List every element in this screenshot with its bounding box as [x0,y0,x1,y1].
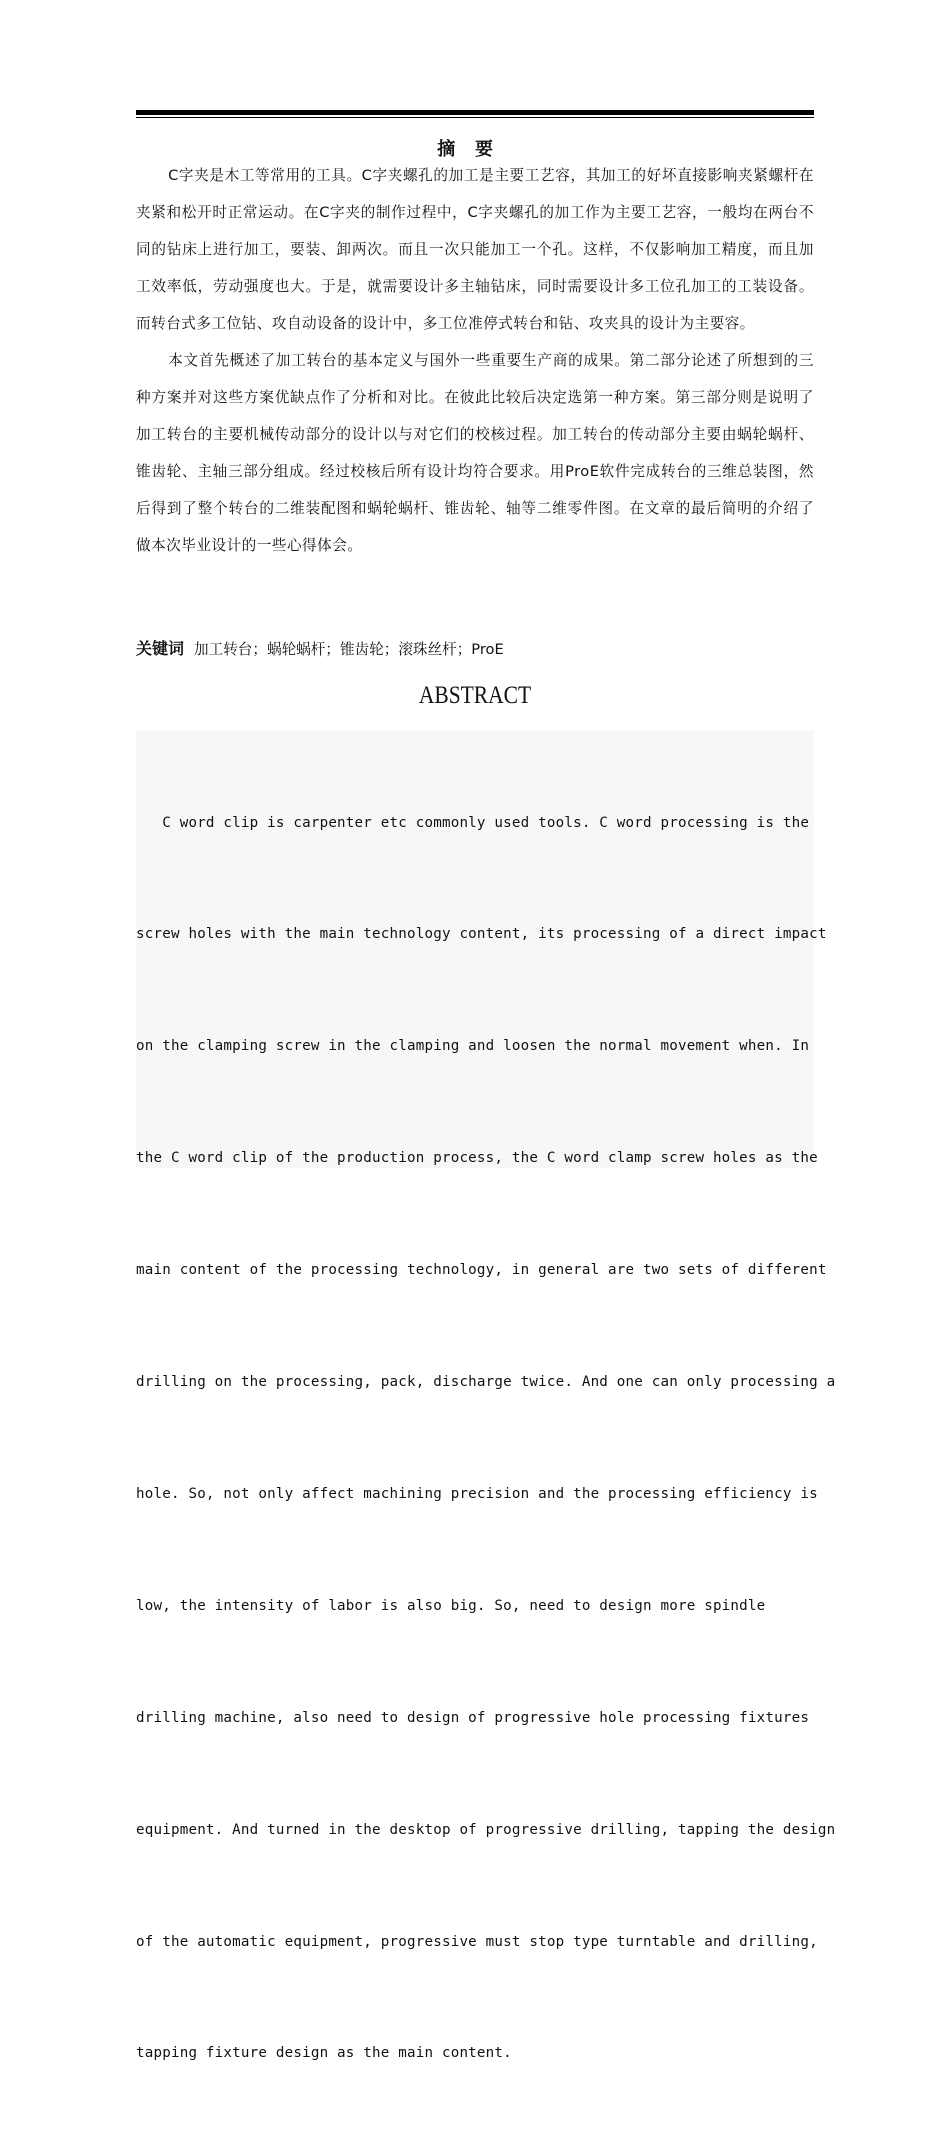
english-abstract-line: the C word clip of the production process, the C word clamp screw holes as the [136,1150,818,1167]
english-abstract-line: drilling on the processing, pack, discharge twice. And one can only processing a [136,1374,836,1391]
english-abstract-line: drilling machine, also need to design of progressive hole processing fixtures [136,1709,810,1726]
chinese-abstract-body [136,157,814,564]
english-abstract-line: tapping fixture design as the main content. [136,2045,512,2062]
header-double-rule [136,110,814,118]
english-abstract-line: equipment. And turned in the desktop of progressive drilling, tapping the design [136,1821,836,1838]
keywords-line [136,636,814,663]
english-abstract-line: of the automatic equipment, progressive must stop type turntable and drilling, [136,1933,818,1950]
english-abstract-line: screw holes with the main technology content, its processing of a direct impact [136,926,827,943]
keywords-label: 关键词 [136,639,185,658]
english-abstract-title: ABSTRACT [418,682,532,709]
english-abstract-line: hole. So, not only affect machining precision and the processing efficiency is [136,1485,818,1502]
chinese-abstract-title: 摘要 [437,139,513,160]
english-abstract-line: low, the intensity of labor is also big. So, need to design more spindle [136,1597,766,1614]
chinese-abstract-paragraph: 本文首先概述了加工转台的基本定义与国外一些重要生产商的成果。第二部分论述了所想到的三种方案并对这些方案优缺点作了分析和对比。在彼此比较后决定选第一种方案。第三部分则是说明了加工转台的主要机械传动部分的设计以与对它们的校核过程。加工转台的传动部分主要由蜗轮蜗杆、锥齿轮、主轴三部分组成。经过校核后所有设计均符合要求。用ProE软件完成转台的三维总装图，然后得到了整个转台的二维装配图和蜗轮蜗杆、锥齿轮、轴等二维零件图。在文章的最后简明的介绍了做本次毕业设计的一些心得体会。 [136,352,814,554]
english-abstract-line: C word clip is carpenter etc commonly used tools. C word processing is the [136,814,810,831]
english-abstract-body [136,730,836,2062]
english-abstract-line: on the clamping screw in the clamping and loosen the normal movement when. In [136,1038,810,1055]
english-abstract-line: main content of the processing technology, in general are two sets of different [136,1262,827,1279]
keywords-value: 加工转台；蜗轮蜗杆；锥齿轮；滚珠丝杆；ProE [194,641,504,658]
chinese-abstract-paragraph: C字夹是木工等常用的工具。C字夹螺孔的加工是主要工艺容，其加工的好坏直接影响夹紧螺杆在夹紧和松开时正常运动。在C字夹的制作过程中，C字夹螺孔的加工作为主要工艺容，一般均在两台不同的钻床上进行加工，要装、卸两次。而且一次只能加工一个孔。这样，不仅影响加工精度，而且加工效率低，劳动强度也大。于是，就需要设计多主轴钻床，同时需要设计多工位孔加工的工装设备。而转台式多工位钻、攻自动设备的设计中，多工位准停式转台和钻、攻夹具的设计为主要容。 [136,167,814,332]
header-rule-thin [136,117,814,118]
